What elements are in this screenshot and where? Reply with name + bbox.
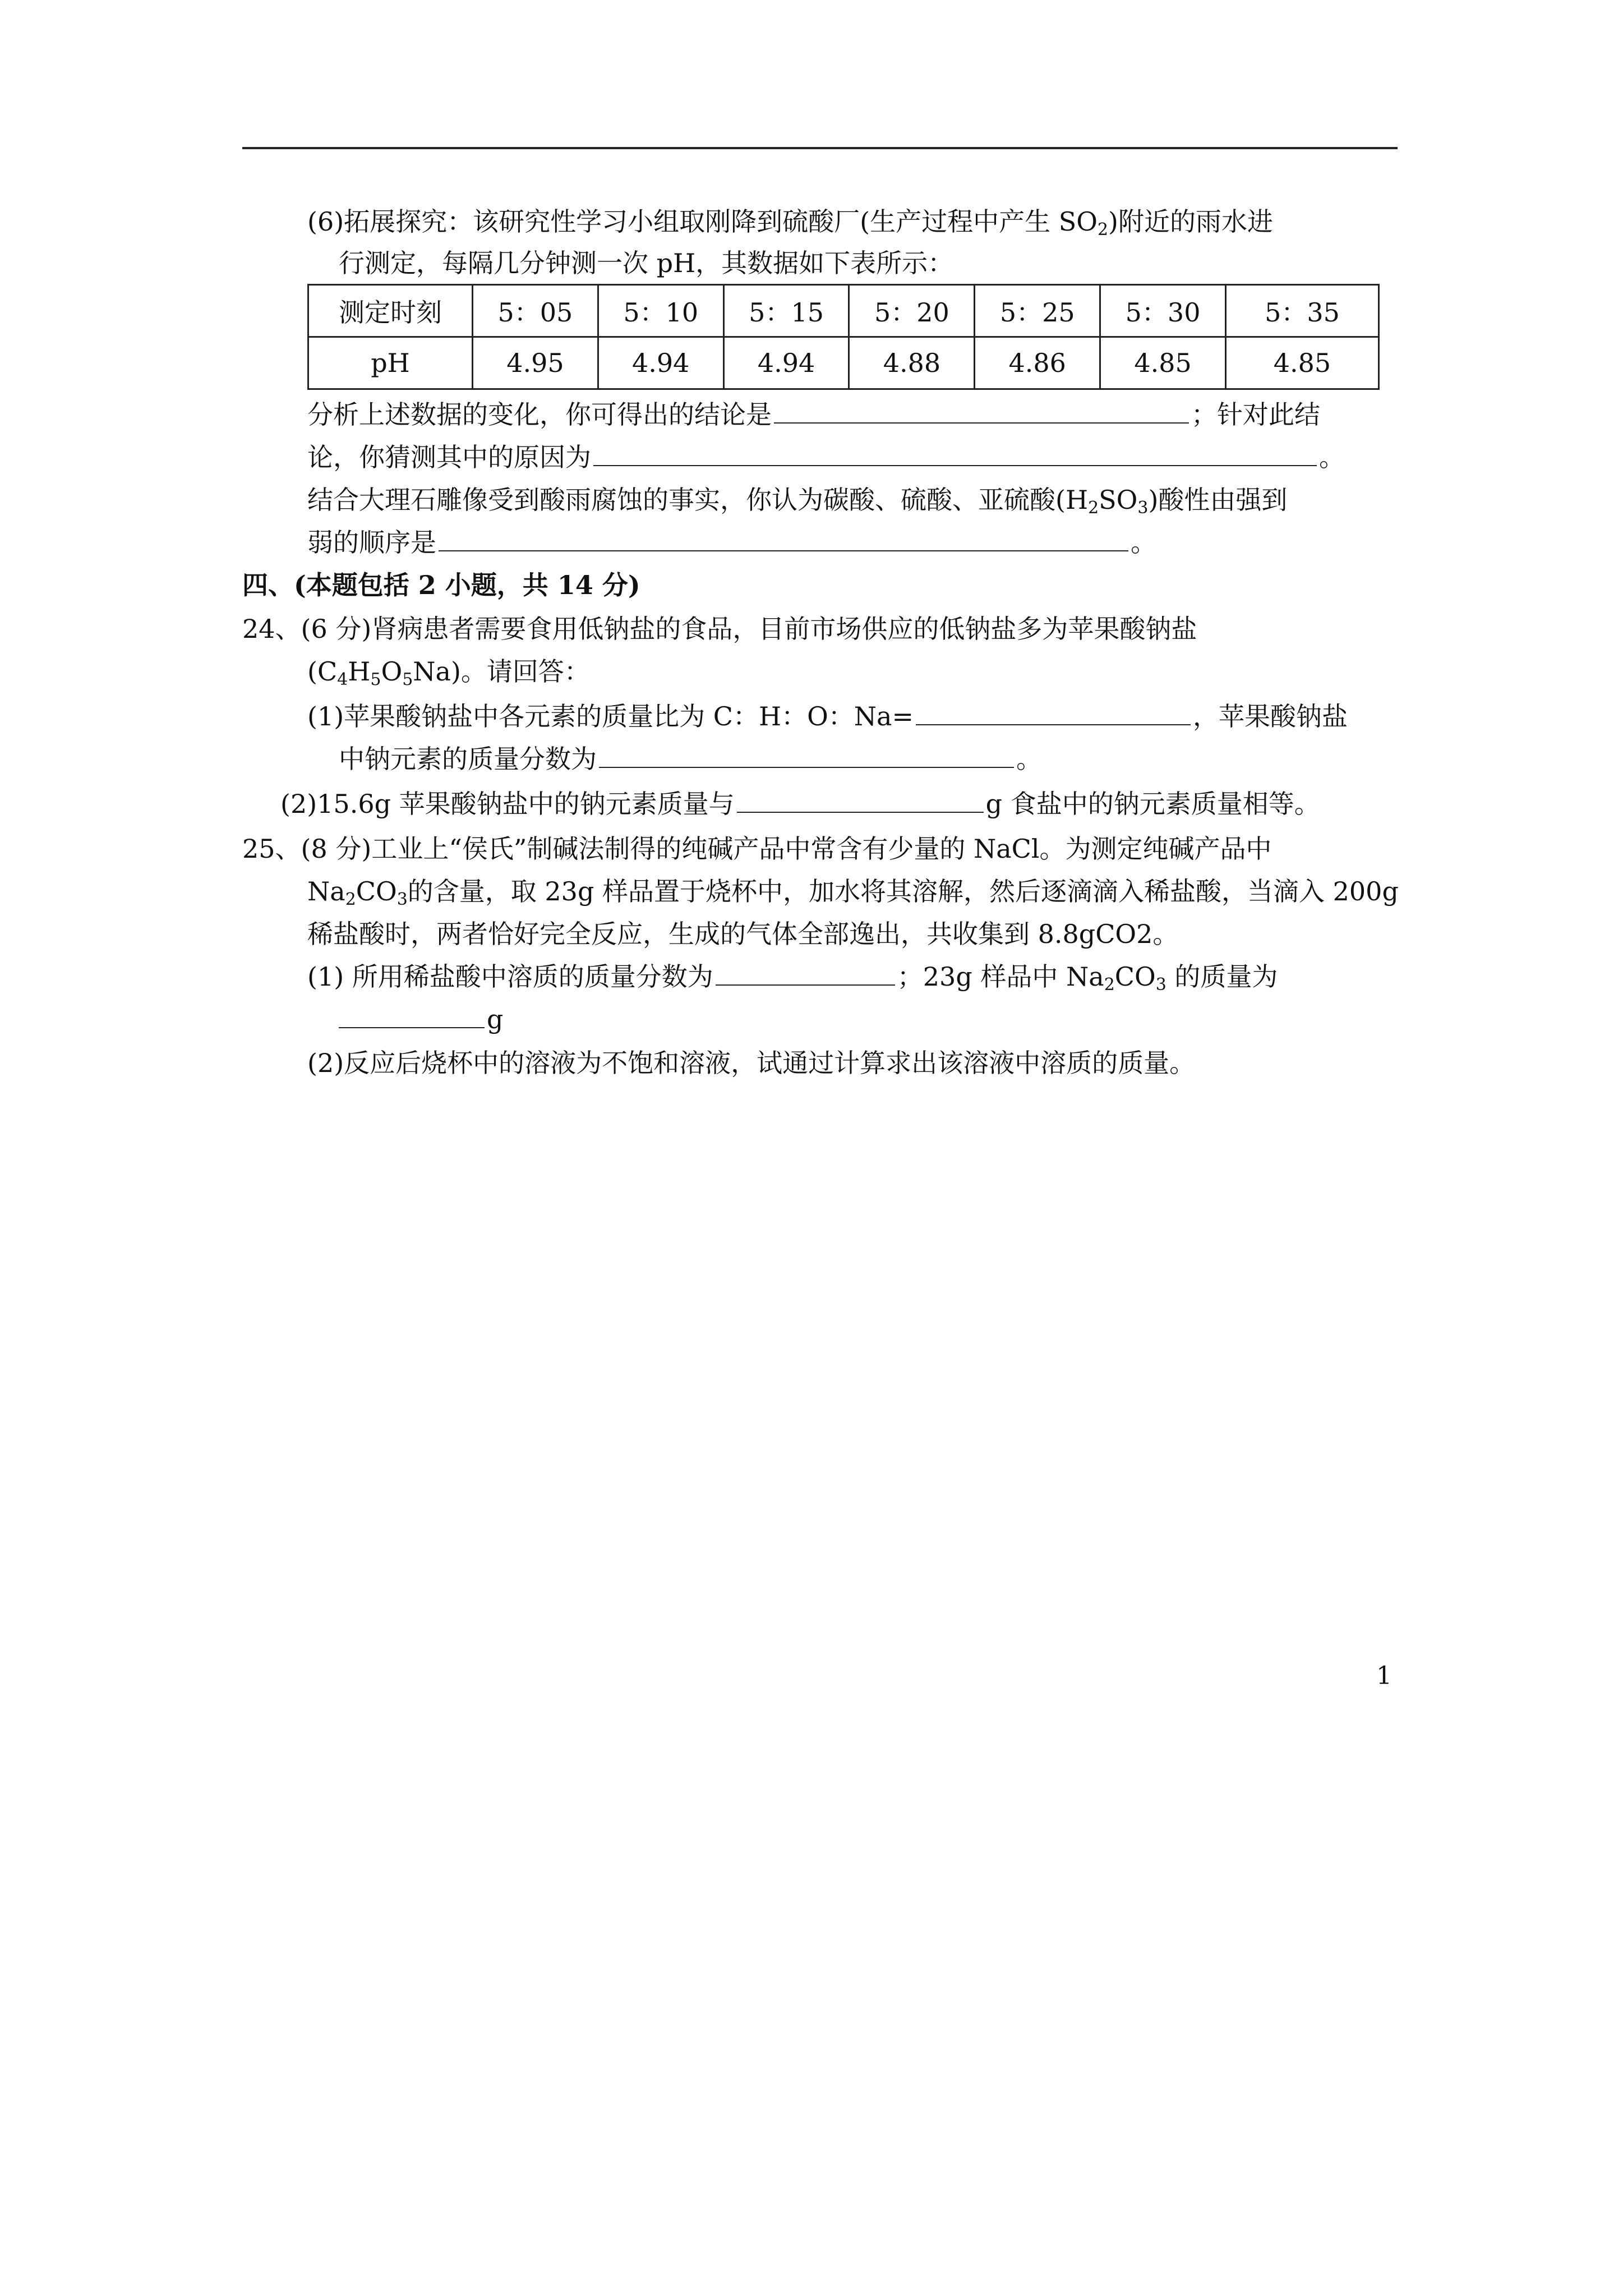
table-cell: 4.85 [1226,337,1379,389]
answer-blank[interactable] [599,741,1014,768]
table-cell: 4.86 [975,337,1100,389]
answer-blank[interactable] [716,959,895,986]
header-rule [242,147,1398,149]
q25-part1-line2: g [339,997,503,1041]
q24-line1: 24、(6 分)肾病患者需要食用低钠盐的食品，目前市场供应的低钠盐多为苹果酸钠盐 [242,614,1197,644]
ph-data-table [307,284,1380,390]
q6-analysis-line2: 论，你猜测其中的原因为 。 [307,435,1345,479]
table-cell: 4.94 [723,337,849,389]
q6-analysis-line3: 结合大理石雕像受到酸雨腐蚀的事实，你认为碳酸、硫酸、亚硫酸$(H_2SO_3)$酸性由强到 [307,485,1288,518]
table-cell: 5：10 [598,285,723,337]
table-cell: 4.85 [1100,337,1226,389]
table-cell: 4.94 [598,337,723,389]
table-cell: 5：20 [849,285,975,337]
section-title: 四、(本题包括 2 小题，共 14 分) [242,570,640,600]
answer-blank[interactable] [737,786,984,813]
q6-analysis-line1: 分析上述数据的变化，你可得出的结论是 ；针对此结 [307,393,1320,436]
q24-formula-line: $(C_4H_5O_5Na)$。请回答： [307,656,590,689]
answer-blank[interactable] [916,698,1191,725]
answer-blank[interactable] [593,439,1317,466]
q24-part1: (1)苹果酸钠盐中各元素的质量比为 C：H：O：Na= ，苹果酸钠盐 [307,694,1348,738]
q25-line2: $Na_2CO_3$的含量，取 23g 样品置于烧杯中，加水将其溶解，然后逐滴滴入稀盐酸，当滴入 200g [307,876,1399,909]
table-cell: 4.88 [849,337,975,389]
q25-part1: (1) 所用稀盐酸中溶质的质量分数为 ；23g 样品中 $Na_2CO_3$ 的质量为 [307,955,1278,1007]
table-cell: 5：25 [975,285,1100,337]
answer-blank[interactable] [439,524,1128,551]
table-cell: 4.95 [473,337,598,389]
answer-blank[interactable] [774,397,1189,424]
q25-line1: 25、(8 分)工业上“侯氏”制碱法制得的纯碱产品中常含有少量的 NaCl。为测定纯碱产品中 [242,834,1272,864]
table-row [308,285,1379,337]
page-number: 1 [1376,1662,1392,1690]
table-header-cell: 测定时刻 [308,285,473,337]
table-cell: 5：05 [473,285,598,337]
q25-part2: (2)反应后烧杯中的溶液为不饱和溶液，试通过计算求出该溶液中溶质的质量。 [307,1048,1196,1078]
q25-line3: 稀盐酸时，两者恰好完全反应，生成的气体全部逸出，共收集到 8.8gCO2。 [307,919,1179,949]
q6-line2: 行测定，每隔几分钟测一次 pH，其数据如下表所示： [339,248,954,278]
q6-line1: (6)拓展探究：该研究性学习小组取刚降到硫酸厂(生产过程中产生 $SO_2$)附近的雨水进 [307,206,1273,240]
q24-part1-line2: 中钠元素的质量分数为 。 [339,737,1042,781]
table-header-cell: pH [308,337,473,389]
table-cell: 5：15 [723,285,849,337]
q24-part2: (2)15.6g 苹果酸钠盐中的钠元素质量与 g 食盐中的钠元素质量相等。 [280,782,1320,826]
q6-analysis-line4: 弱的顺序是 。 [307,521,1156,564]
table-cell: 5：35 [1226,285,1379,337]
answer-blank[interactable] [339,1001,485,1028]
table-cell: 5：30 [1100,285,1226,337]
table-row [308,337,1379,389]
